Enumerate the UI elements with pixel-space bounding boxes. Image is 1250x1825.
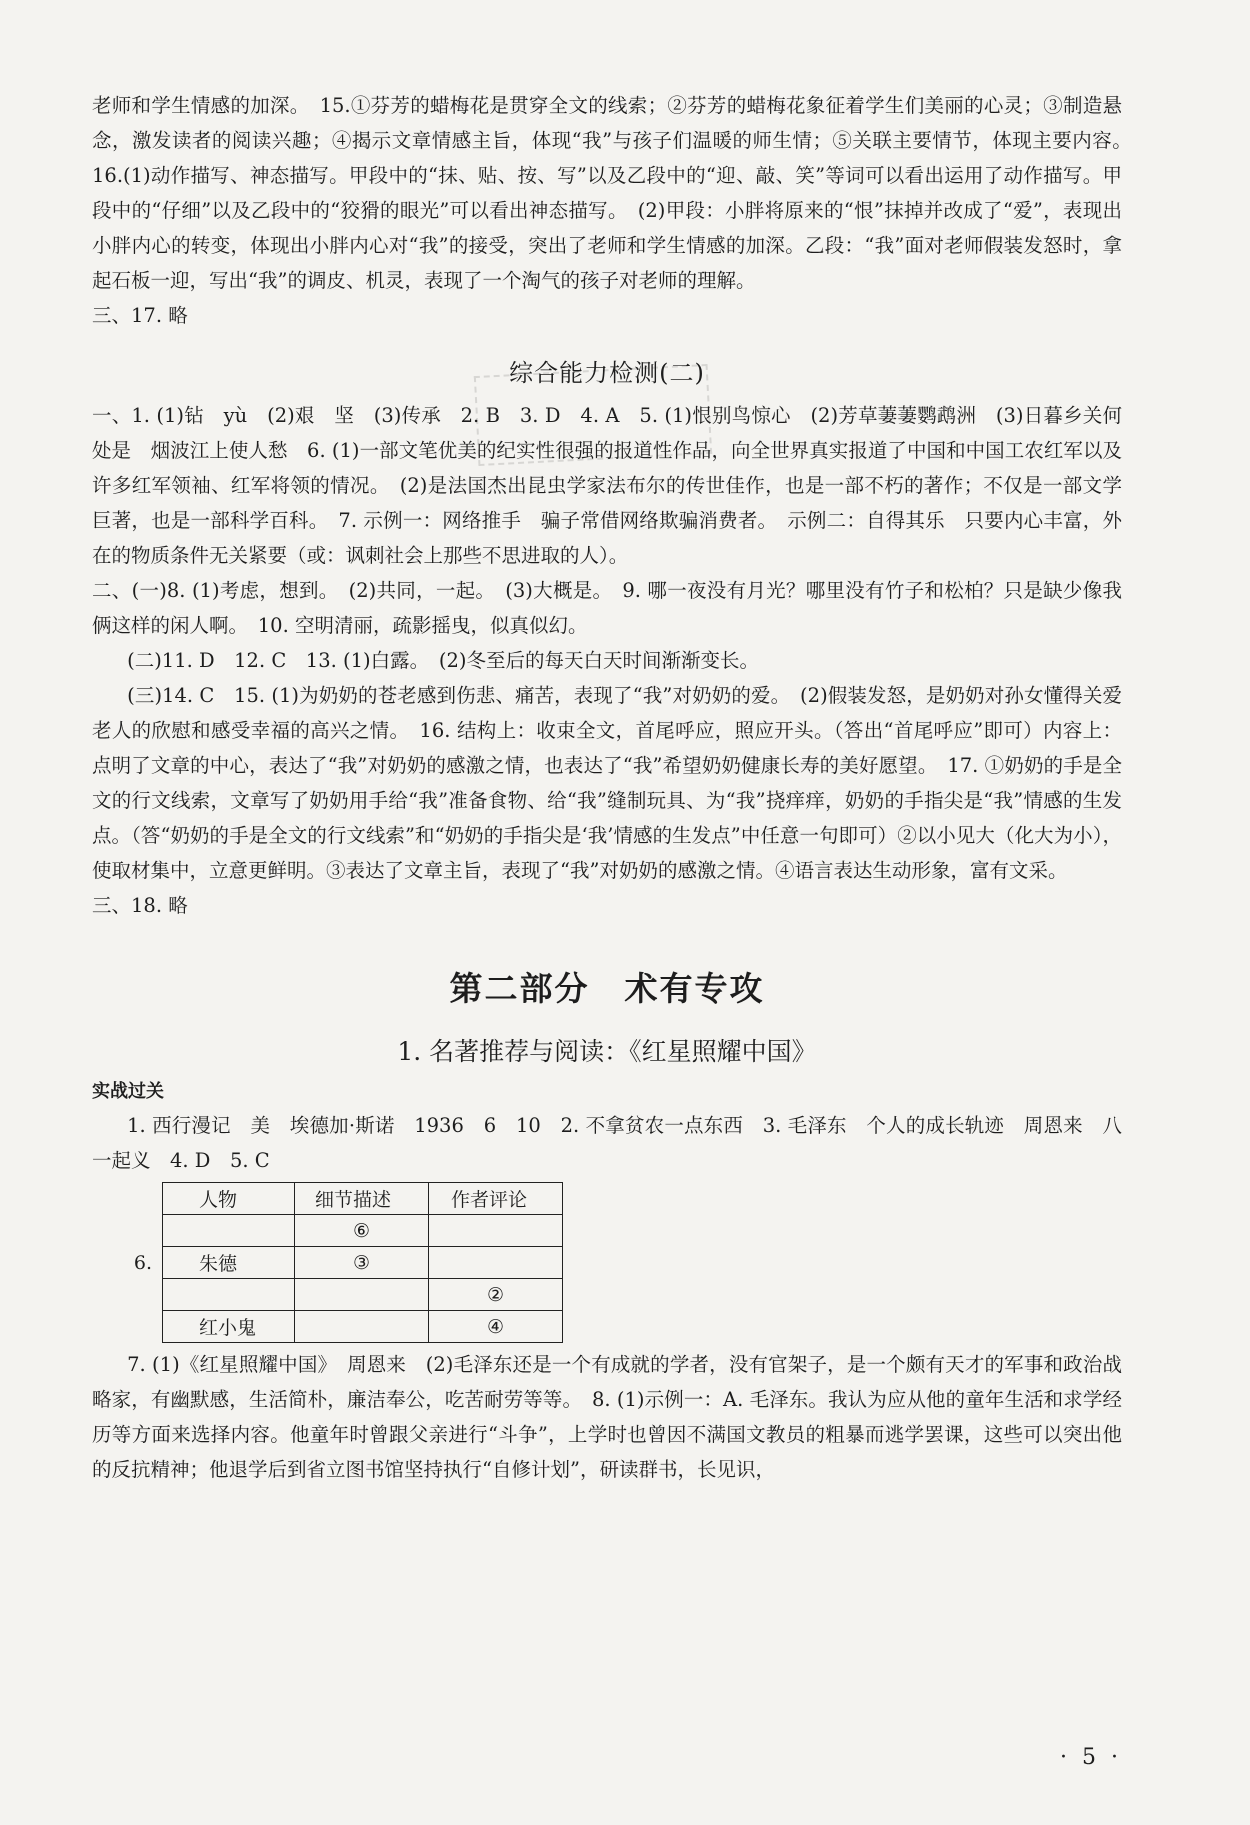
practice-label: 实战过关 [92, 1081, 164, 1102]
header-cell: 作者评论 [429, 1183, 563, 1215]
page-number: · 5 · [1060, 1745, 1122, 1770]
section2-part2c: (三)14. C 15. (1)为奶奶的苍老感到伤悲、痛苦，表现了“我”对奶奶的爱。 (2)假装发怒，是奶奶对孙女懂得关爱老人的欣慰和感受幸福的高兴之情。 16. 结构上：收束全文，首尾呼应，照应开头。（答出“首尾呼应”即可）内容上：点明了文章的中心，表达了“我”对奶奶的感激之情，也表达了“我”希望奶奶健康长寿的美好愿望。 17. ①奶奶的手是全文的行文线索，文章写了奶奶用手给“我”准备食物、给“我”缝制玩具、为“我”挠痒痒，奶奶的手指尖是“我”情感的生发点。（答“奶奶的手是全文的行文线索”和“奶奶的手指尖是‘我’情感的生发点”中任意一句即可）②以小见大（化大为小），使取材集中，立意更鲜明。③表达了文章主旨，表现了“我”对奶奶的感激之情。④语言表达生动形象，富有文采。 [92, 684, 1122, 882]
answers-q7-8: 7. (1)《红星照耀中国》 周恩来 (2)毛泽东还是一个有成就的学者，没有官架子，是一个颇有天才的军事和政治战略家，有幽默感，生活简朴，廉洁奉公，吃苦耐劳等等。 8. (1)示例一：A. 毛泽东。我认为应从他的童年生活和求学经历等方面来选择内容。他童年时曾跟父亲进行“斗争”，上学时也曾因不满国文教员的粗暴而逃学罢课，这些可以突出他的反抗精神；他退学后到省立图书馆坚持执行“自修计划”，研读群书，长见识， [92, 1353, 1122, 1481]
table-cell [429, 1247, 563, 1279]
table-row [163, 1247, 563, 1279]
table-header-row [163, 1183, 563, 1215]
table-cell [429, 1215, 563, 1247]
q6-table [162, 1182, 563, 1343]
section-title: 综合能力检测(二) [509, 359, 705, 387]
lesson-title: 1. 名著推荐与阅读：《红星照耀中国》 [397, 1037, 817, 1066]
section2-part2a: 二、(一)8. (1)考虑，想到。 (2)共同，一起。 (3)大概是。 9. 哪一夜没有月光？哪里没有竹子和松柏？只是缺少像我俩这样的闲人啊。 10. 空明清丽，疏影摇曳，似真似幻。 [92, 579, 1122, 637]
table-cell: 朱德 [163, 1247, 295, 1279]
continuation-paragraph: 老师和学生情感的加深。 15.①芬芳的蜡梅花是贯穿全文的线索；②芬芳的蜡梅花象征着学生们美丽的心灵；③制造悬念，激发读者的阅读兴趣；④揭示文章情感主旨，体现“我”与孩子们温暖的师生情；⑤关联主要情节，体现主要内容。 16.(1)动作描写、神态描写。甲段中的“抹、贴、按、写”以及乙段中的“迎、敲、笑”等词可以看出运用了动作描写。甲段中的“仔细”以及乙段中的“狡猾的眼光”可以看出神态描写。 (2)甲段：小胖将原来的“恨”抹掉并改成了“爱”，表现出小胖内心的转变，体现出小胖内心对“我”的接受，突出了老师和学生情感的加深。乙段：“我”面对老师假装发怒时，拿起石板一迎，写出“我”的调皮、机灵，表现了一个淘气的孩子对老师的理解。 [92, 94, 1142, 292]
table-cell: ④ [429, 1311, 563, 1343]
header-cell: 人物 [163, 1183, 295, 1215]
table-cell [295, 1279, 429, 1311]
table-cell: ⑥ [295, 1215, 429, 1247]
table-cell: ② [429, 1279, 563, 1311]
table-cell: 红小鬼 [163, 1311, 295, 1343]
header-cell: 细节描述 [295, 1183, 429, 1215]
table-cell [295, 1311, 429, 1343]
q6-number: 6. [133, 1251, 152, 1274]
q6-table-block [92, 1182, 1122, 1343]
table-row [163, 1215, 563, 1247]
continuation-item3: 三、17. 略 [92, 304, 188, 327]
answer-page [92, 88, 1142, 1487]
table-cell [163, 1215, 295, 1247]
table-row [163, 1279, 563, 1311]
table-row [163, 1311, 563, 1343]
part-two-title: 第二部分 术有专攻 [449, 969, 765, 1008]
section2-part2b: (二)11. D 12. C 13. (1)白露。 (2)冬至后的每天白天时间渐渐变长。 [127, 649, 759, 672]
table-cell: ③ [295, 1247, 429, 1279]
answers-q1-5: 1. 西行漫记 美 埃德加·斯诺 1936 6 10 2. 不拿贫农一点东西 3. 毛泽东 个人的成长轨迹 周恩来 八一起义 4. D 5. C [92, 1114, 1122, 1172]
section2-part3: 三、18. 略 [92, 894, 188, 917]
section2-part1: 一、1. (1)钻 yù (2)艰 坚 (3)传承 2. B 3. D 4. A 5. (1)恨别鸟惊心 (2)芳草萋萋鹦鹉洲 (3)日暮乡关何处是 烟波江上使人愁 6. (1)一部文笔优美的纪实性很强的报道性作品，向全世界真实报道了中国和中国工农红军以及许多红军领袖、红军将领的情况。 (2)是法国杰出昆虫学家法布尔的传世佳作，也是一部不朽的著作；不仅是一部文学巨著，也是一部科学百科。 7. 示例一：网络推手 骗子常借网络欺骗消费者。 示例二：自得其乐 只要内心丰富，外在的物质条件无关紧要（或：讽刺社会上那些不思进取的人）。 [92, 404, 1122, 567]
table-cell [163, 1279, 295, 1311]
